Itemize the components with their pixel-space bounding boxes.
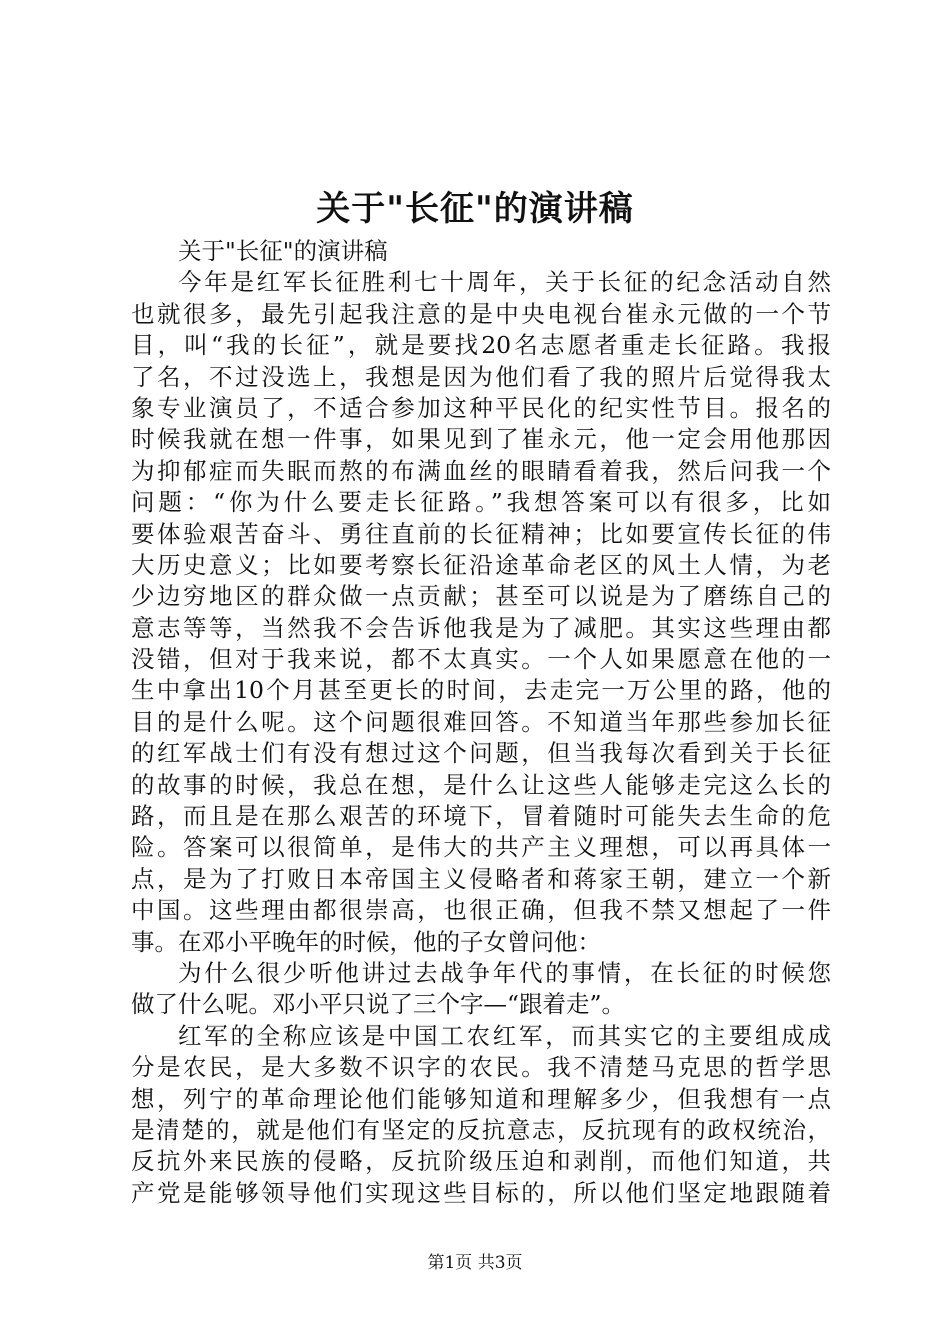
text-line: 今年是红军长征胜利七十周年，关于长征的纪念活动自然 [178, 268, 831, 297]
text-line: 也就很多，最先引起我注意的是中央电视台崔永元做的一个节 [131, 299, 831, 328]
text-line: 为什么很少听他讲过去战争年代的事情，在长征的时候您 [178, 958, 831, 987]
text-line: 没错，但对于我来说，都不太真实。一个人如果愿意在他的一 [131, 645, 831, 674]
text-line: 路，而且是在那么艰苦的环境下，冒着随时可能失去生命的危 [131, 802, 831, 831]
page-footer: 第1页 共3页 [427, 1253, 523, 1273]
text-line: 关于"长征"的演讲稿 [178, 237, 388, 265]
document-body [131, 236, 831, 1209]
text-line: 是清楚的，就是他们有坚定的反抗意志，反抗现有的政权统治， [131, 1115, 831, 1144]
text-line: 生中拿出10个月甚至更长的时间，去走完一万公里的路，他的 [131, 676, 831, 705]
text-line: 反抗外来民族的侵略，反抗阶级压迫和剥削，而他们知道，共 [131, 1147, 831, 1176]
text-line: 事。在邓小平晚年的时候，他的子女曾问他： [131, 927, 601, 956]
text-line: 时候我就在想一件事，如果见到了崔永元，他一定会用他那因 [131, 425, 831, 454]
text-line: 分是农民，是大多数不识字的农民。我不清楚马克思的哲学思 [131, 1053, 831, 1082]
text-line: 想，列宁的革命理论他们能够知道和理解多少，但我想有一点 [131, 1084, 831, 1113]
text-line: 产党是能够领导他们实现这些目标的，所以他们坚定地跟随着 [131, 1178, 831, 1207]
text-line: 少边穷地区的群众做一点贡献；甚至可以说是为了磨练自己的 [131, 582, 831, 611]
text-line: 红军的全称应该是中国工农红军，而其实它的主要组成成 [178, 1021, 831, 1050]
text-line: 目的是什么呢。这个问题很难回答。不知道当年那些参加长征 [131, 707, 831, 736]
text-line: 意志等等，当然我不会告诉他我是为了减肥。其实这些理由都 [131, 613, 831, 642]
text-line: 点，是为了打败日本帝国主义侵略者和蒋家王朝，建立一个新 [131, 864, 831, 893]
document-title: 关于"长征"的演讲稿 [316, 189, 634, 229]
text-line: 大历史意义；比如要考察长征沿途革命老区的风土人情，为老 [131, 550, 831, 579]
text-line: 象专业演员了，不适合参加这种平民化的纪实性节目。报名的 [131, 393, 831, 422]
text-line: 险。答案可以很简单，是伟大的共产主义理想，可以再具体一 [131, 833, 831, 862]
text-line: 的故事的时候，我总在想，是什么让这些人能够走完这么长的 [131, 770, 831, 799]
text-line: 为抑郁症而失眠而熬的布满血丝的眼睛看着我，然后问我一个 [131, 456, 831, 485]
text-line: 中国。这些理由都很崇高，也很正确，但我不禁又想起了一件 [131, 896, 831, 925]
text-line: 做了什么呢。邓小平只说了三个字—“跟着走”。 [131, 990, 626, 1019]
text-line: 问题：“你为什么要走长征路。”我想答案可以有很多，比如 [131, 488, 831, 517]
text-line: 目，叫“我的长征”，就是要找20名志愿者重走长征路。我报 [131, 331, 831, 360]
text-line: 要体验艰苦奋斗、勇往直前的长征精神；比如要宣传长征的伟 [131, 519, 831, 548]
text-line: 了名，不过没选上，我想是因为他们看了我的照片后觉得我太 [131, 362, 831, 391]
text-line: 的红军战士们有没有想过这个问题，但当我每次看到关于长征 [131, 739, 831, 768]
